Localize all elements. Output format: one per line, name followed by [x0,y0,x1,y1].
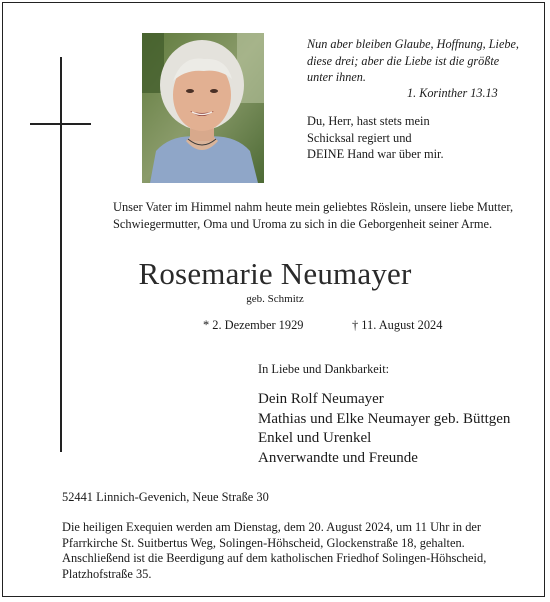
thanks-line: In Liebe und Dankbarkeit: [258,362,390,376]
death-date: † 11. August 2024 [352,318,443,332]
birth-date: * 2. Dezember 1929 [203,318,304,332]
mourner-item: Mathias und Elke Neumayer geb. Büttgen [258,410,511,427]
cross-icon-bar [30,123,91,125]
cross-icon [60,57,62,452]
funeral-line: Platzhofstraße 35. [62,566,152,581]
verse-reference: 1. Korinther 13.13 [407,86,498,100]
portrait-photo [142,33,264,183]
poem-line: Schicksal regiert und [307,130,412,145]
verse-line: unter ihnen. [307,70,366,84]
mourner-item: Dein Rolf Neumayer [258,391,384,407]
maiden-name: geb. Schmitz [246,293,304,305]
mourner-item: Anverwandte und Freunde [258,449,418,466]
poem-line: Du, Herr, hast stets mein [307,114,430,128]
funeral-line: Pfarrkirche St. Suitbertus Weg, Solingen-Höhscheid, Glockenstraße 18, gehalten. [62,535,465,550]
verse-line: diese drei; aber die Liebe ist die größte [307,53,500,68]
funeral-details [62,520,537,582]
verse-line: Nun aber bleiben Glaube, Hoffnung, Liebe, [307,37,519,51]
funeral-line: Anschließend ist die Beerdigung auf dem katholischen Friedhof Solingen-Höhscheid, [62,551,487,565]
poem-line: DEINE Hand war über mir. [307,147,444,161]
deceased-name: Rosemarie Neumayer [138,256,412,291]
poem [307,113,444,163]
family-address: 52441 Linnich-Gevenich, Neue Straße 30 [62,490,269,504]
intro-text: Unser Vater im Himmel nahm heute mein geliebtes Röslein, unsere liebe Mutter, Schwiegermutter, Oma und Uroma zu sich in die Geborgenheit seiner Arme. [113,200,514,231]
bible-verse [307,36,537,86]
funeral-line: Die heiligen Exequien werden am Dienstag, dem 20. August 2024, um 11 Uhr in der [62,520,482,534]
mourner-item: Enkel und Urenkel [258,430,372,446]
mourners-list [258,390,510,468]
